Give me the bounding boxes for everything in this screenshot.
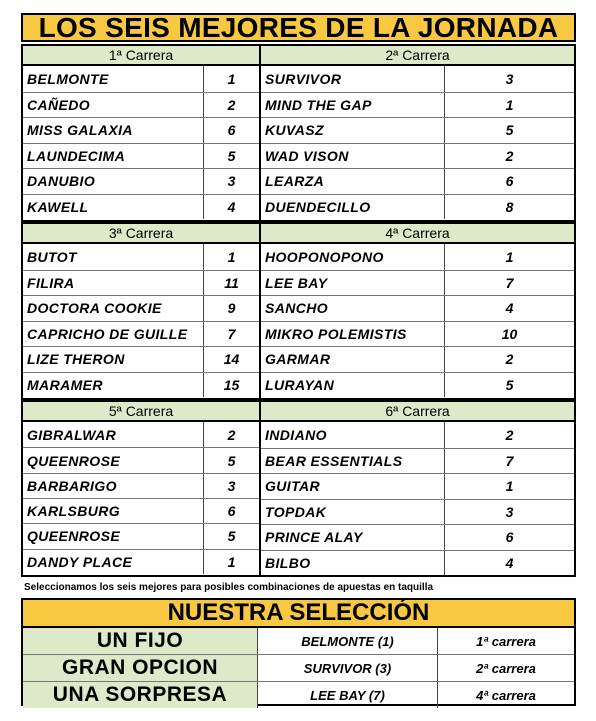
horse-name: MIND THE GAP <box>265 96 372 113</box>
table-row <box>23 92 259 118</box>
horse-name: LAUNDECIMA <box>27 147 126 164</box>
horse-number: 1 <box>444 474 574 499</box>
table-row <box>261 117 574 143</box>
table-row <box>261 244 574 270</box>
horse-name: MISS GALAXIA <box>27 122 133 139</box>
footnote: Seleccionamos los seis mejores para posibles combinaciones de apuestas en taquilla <box>24 582 434 593</box>
horse-name: TOPDAK <box>265 503 327 520</box>
table-row <box>23 321 259 347</box>
horse-name: DOCTORA COOKIE <box>27 300 162 317</box>
horse-name: BELMONTE <box>27 70 109 87</box>
horse-name: DUENDECILLO <box>265 198 371 215</box>
table-row <box>23 346 259 372</box>
horse-number: 6 <box>444 169 574 194</box>
race-rows <box>259 66 576 222</box>
table-row <box>261 270 574 296</box>
horse-number: 4 <box>203 195 259 220</box>
horse-name: QUEENROSE <box>27 452 121 469</box>
horse-number: 5 <box>444 373 574 398</box>
horse-number: 3 <box>444 66 574 92</box>
horse-name: LURAYAN <box>265 376 335 393</box>
horse-number: 3 <box>203 474 259 499</box>
race-header: 3ª Carrera <box>21 222 261 244</box>
horse-number: 7 <box>203 322 259 347</box>
horse-number: 3 <box>203 169 259 194</box>
selection-race: 1ª carrera <box>476 633 536 649</box>
horse-name: KUVASZ <box>265 122 324 139</box>
table-row <box>261 321 574 347</box>
horse-number: 10 <box>444 322 574 347</box>
race-1-table <box>21 44 261 222</box>
selection-horse: BELMONTE (1) <box>258 628 438 654</box>
horse-number: 7 <box>444 271 574 296</box>
horse-number: 1 <box>203 66 259 92</box>
horse-name: QUEENROSE <box>27 528 121 545</box>
selection-row <box>23 682 574 708</box>
table-row <box>23 372 259 398</box>
table-row <box>261 550 574 576</box>
horse-name: BUTOT <box>27 248 77 265</box>
table-row <box>261 143 574 169</box>
horse-number: 5 <box>203 448 259 473</box>
horse-name: DANUBIO <box>27 173 96 190</box>
page-title: LOS SEIS MEJORES DE LA JORNADA <box>21 13 576 42</box>
horse-number: 14 <box>203 347 259 372</box>
horse-name: KAWELL <box>27 198 89 215</box>
horse-name: DANDY PLACE <box>27 553 133 570</box>
table-row <box>23 117 259 143</box>
horse-name: BILBO <box>265 554 311 571</box>
selection-horse: LEE BAY (7) <box>258 682 438 708</box>
selection-horse: SURVIVOR (3) <box>258 655 438 681</box>
horse-number: 1 <box>203 244 259 270</box>
horse-name: GARMAR <box>265 351 331 368</box>
race-4-table <box>259 222 576 400</box>
horse-name: SANCHO <box>265 300 329 317</box>
selection-label: UNA SORPRESA <box>23 682 258 708</box>
horse-number: 2 <box>444 144 574 169</box>
table-row <box>261 422 574 448</box>
race-5-table <box>21 400 261 577</box>
race-header: 6ª Carrera <box>259 400 576 422</box>
horse-name: CAÑEDO <box>27 96 91 113</box>
horse-number: 6 <box>203 499 259 524</box>
horse-number: 1 <box>444 244 574 270</box>
horse-name: KARLSBURG <box>27 503 121 520</box>
table-row <box>23 143 259 169</box>
selection-label: GRAN OPCION <box>23 655 258 681</box>
table-row <box>261 524 574 550</box>
race-6-table <box>259 400 576 577</box>
table-row <box>23 168 259 194</box>
horse-name: FILIRA <box>27 274 75 291</box>
horse-number: 7 <box>444 449 574 474</box>
horse-number: 6 <box>203 118 259 143</box>
horse-name: CAPRICHO DE GUILLE <box>27 325 188 342</box>
table-row <box>261 92 574 118</box>
horse-number: 4 <box>444 296 574 321</box>
table-row <box>23 498 259 524</box>
table-row <box>23 422 259 448</box>
table-row <box>261 66 574 92</box>
horse-number: 2 <box>444 347 574 372</box>
horse-name: LEE BAY <box>265 274 328 291</box>
horse-number: 11 <box>203 271 259 296</box>
table-row <box>23 194 259 220</box>
table-row <box>23 66 259 92</box>
race-2-table <box>259 44 576 222</box>
race-rows <box>21 66 261 222</box>
horse-name: WAD VISON <box>265 147 349 164</box>
horse-number: 5 <box>444 118 574 143</box>
horse-name: PRINCE ALAY <box>265 529 363 546</box>
horse-name: BARBARIGO <box>27 477 117 494</box>
race-header: 4ª Carrera <box>259 222 576 244</box>
horse-name: BEAR ESSENTIALS <box>265 452 403 469</box>
race-rows <box>259 422 576 577</box>
table-row <box>23 473 259 499</box>
race-rows <box>21 244 261 400</box>
horse-number: 3 <box>444 500 574 525</box>
table-row <box>23 244 259 270</box>
horse-name: GUITAR <box>265 478 321 495</box>
selection-label: UN FIJO <box>23 628 258 654</box>
race-rows <box>259 244 576 400</box>
table-row <box>261 168 574 194</box>
horse-name: LIZE THERON <box>27 351 125 368</box>
horse-number: 2 <box>203 93 259 118</box>
horse-number: 1 <box>444 93 574 118</box>
horse-number: 2 <box>444 422 574 448</box>
table-row <box>23 270 259 296</box>
table-row <box>23 447 259 473</box>
horse-number: 6 <box>444 525 574 550</box>
selection-race: 2ª carrera <box>476 660 536 676</box>
horse-name: INDIANO <box>265 426 327 443</box>
table-row <box>261 473 574 499</box>
race-rows <box>21 422 261 577</box>
horse-number: 5 <box>203 144 259 169</box>
race-header: 2ª Carrera <box>259 44 576 66</box>
selection-title: NUESTRA SELECCIÓN <box>23 600 574 628</box>
horse-number: 1 <box>203 550 259 575</box>
selection-row <box>23 655 574 681</box>
table-row <box>261 372 574 398</box>
horse-number: 9 <box>203 296 259 321</box>
selection-row <box>23 628 574 654</box>
horse-name: GIBRALWAR <box>27 426 117 443</box>
table-row <box>23 523 259 549</box>
table-row <box>261 499 574 525</box>
horse-number: 4 <box>444 551 574 576</box>
horse-name: HOOPONOPONO <box>265 248 384 265</box>
table-row <box>261 346 574 372</box>
horse-number: 15 <box>203 373 259 398</box>
horse-name: LEARZA <box>265 173 325 190</box>
selection-race: 4ª carrera <box>476 687 536 703</box>
race-3-table <box>21 222 261 400</box>
table-row <box>261 448 574 474</box>
horse-name: SURVIVOR <box>265 70 342 87</box>
table-row <box>261 295 574 321</box>
race-header: 5ª Carrera <box>21 400 261 422</box>
race-header: 1ª Carrera <box>21 44 261 66</box>
horse-number: 2 <box>203 422 259 448</box>
table-row <box>23 549 259 575</box>
table-row <box>261 194 574 220</box>
table-row <box>23 295 259 321</box>
horse-name: MARAMER <box>27 376 103 393</box>
horse-number: 8 <box>444 195 574 220</box>
selection-table <box>21 598 576 706</box>
horse-number: 5 <box>203 524 259 549</box>
horse-name: MIKRO POLEMISTIS <box>265 325 407 342</box>
